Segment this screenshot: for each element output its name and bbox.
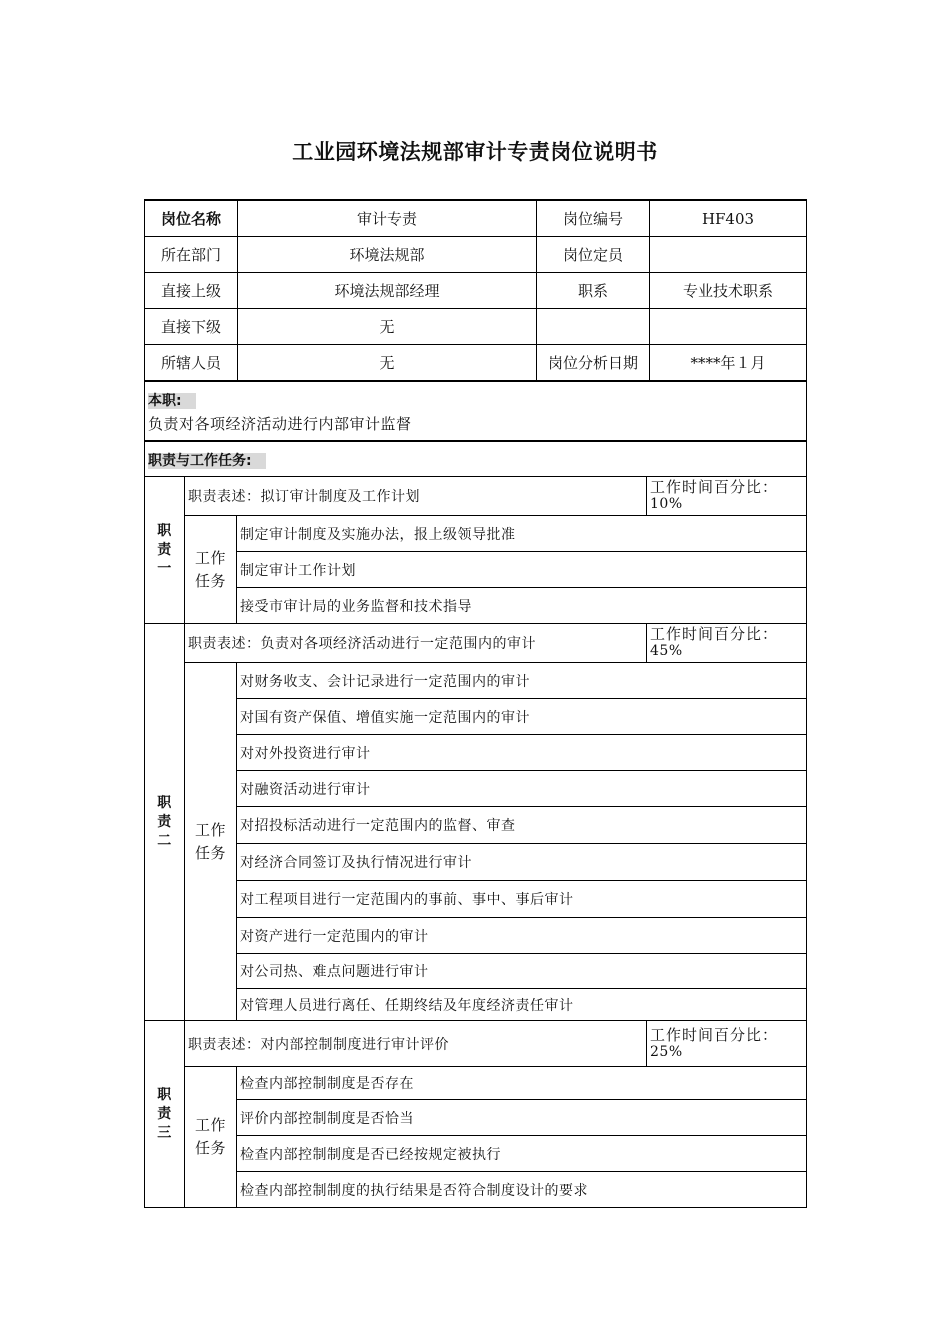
task-item: 对国有资产保值、增值实施一定范围内的审计 <box>237 699 807 735</box>
duty-pct: 工作时间百分比： 10% <box>647 477 807 516</box>
duty-pct: 工作时间百分比： 45% <box>647 624 807 663</box>
duty-side-label: 职 责 二 <box>145 624 185 1021</box>
info-value <box>650 237 807 273</box>
task-row <box>145 1172 807 1208</box>
duties-label: 职责与工作任务: <box>148 453 266 469</box>
info-label: 岗位名称 <box>145 200 238 237</box>
task-item: 对公司热、难点问题进行审计 <box>237 954 807 989</box>
task-item: 对经济合同签订及执行情况进行审计 <box>237 844 807 881</box>
task-row <box>145 516 807 552</box>
task-item: 对管理人员进行离任、任期终结及年度经济责任审计 <box>237 989 807 1021</box>
info-label: 所在部门 <box>145 237 238 273</box>
task-item: 对对外投资进行审计 <box>237 735 807 771</box>
task-item: 评价内部控制制度是否恰当 <box>237 1100 807 1136</box>
duty-side-label: 职 责 三 <box>145 1021 185 1208</box>
info-label: 所辖人员 <box>145 345 238 382</box>
duties-table <box>144 476 807 1208</box>
task-item: 对招投标活动进行一定范围内的监督、审查 <box>237 807 807 844</box>
task-sub-label: 工作 任务 <box>185 516 237 624</box>
info-value: ****年１月 <box>650 345 807 382</box>
task-row <box>145 552 807 588</box>
task-row <box>145 954 807 989</box>
task-row <box>145 699 807 735</box>
task-row <box>145 989 807 1021</box>
task-item: 制定审计工作计划 <box>237 552 807 588</box>
duty-desc-row <box>145 624 807 663</box>
info-label: 职系 <box>537 273 650 309</box>
info-label: 直接上级 <box>145 273 238 309</box>
info-value <box>650 309 807 345</box>
benzhi-section <box>144 382 807 442</box>
benzhi-text: 负责对各项经济活动进行内部审计监督 <box>148 415 412 433</box>
task-item: 检查内部控制制度的执行结果是否符合制度设计的要求 <box>237 1172 807 1208</box>
task-item: 检查内部控制制度是否存在 <box>237 1067 807 1100</box>
task-row <box>145 807 807 844</box>
duty-pct: 工作时间百分比： 25% <box>647 1021 807 1067</box>
info-value: 专业技术职系 <box>650 273 807 309</box>
benzhi-label: 本职: <box>148 393 196 409</box>
info-label <box>537 309 650 345</box>
duty-desc: 职责表述：负责对各项经济活动进行一定范围内的审计 <box>185 624 647 663</box>
info-label: 直接下级 <box>145 309 238 345</box>
info-value: 无 <box>238 345 537 382</box>
duty-desc-row <box>145 477 807 516</box>
task-item: 对财务收支、会计记录进行一定范围内的审计 <box>237 663 807 699</box>
duties-section-header <box>144 442 807 476</box>
info-table <box>144 199 807 382</box>
task-row <box>145 844 807 881</box>
task-item: 对工程项目进行一定范围内的事前、事中、事后审计 <box>237 881 807 918</box>
task-row <box>145 881 807 918</box>
info-label: 岗位分析日期 <box>537 345 650 382</box>
task-row <box>145 1067 807 1100</box>
task-item: 对资产进行一定范围内的审计 <box>237 918 807 954</box>
info-row <box>145 309 807 345</box>
task-item: 检查内部控制制度是否已经按规定被执行 <box>237 1136 807 1172</box>
info-value: 审计专责 <box>238 200 537 237</box>
task-item: 接受市审计局的业务监督和技术指导 <box>237 588 807 624</box>
task-sub-label: 工作 任务 <box>185 1067 237 1208</box>
info-row <box>145 237 807 273</box>
page-title: 工业园环境法规部审计专责岗位说明书 <box>292 140 658 164</box>
task-row <box>145 663 807 699</box>
info-value: 环境法规部经理 <box>238 273 537 309</box>
info-row <box>145 345 807 382</box>
info-value: HF403 <box>650 200 807 237</box>
task-sub-label: 工作 任务 <box>185 663 237 1021</box>
task-item: 制定审计制度及实施办法，报上级领导批准 <box>237 516 807 552</box>
task-row <box>145 735 807 771</box>
task-row <box>145 1100 807 1136</box>
info-label: 岗位定员 <box>537 237 650 273</box>
info-value: 无 <box>238 309 537 345</box>
duty-desc: 职责表述：拟订审计制度及工作计划 <box>185 477 647 516</box>
task-row <box>145 771 807 807</box>
info-value: 环境法规部 <box>238 237 537 273</box>
duty-desc: 职责表述：对内部控制制度进行审计评价 <box>185 1021 647 1067</box>
task-row <box>145 588 807 624</box>
duty-side-label: 职 责 一 <box>145 477 185 624</box>
duty-desc-row <box>145 1021 807 1067</box>
info-row <box>145 273 807 309</box>
task-item: 对融资活动进行审计 <box>237 771 807 807</box>
task-row <box>145 1136 807 1172</box>
info-label: 岗位编号 <box>537 200 650 237</box>
task-row <box>145 918 807 954</box>
info-row <box>145 200 807 237</box>
